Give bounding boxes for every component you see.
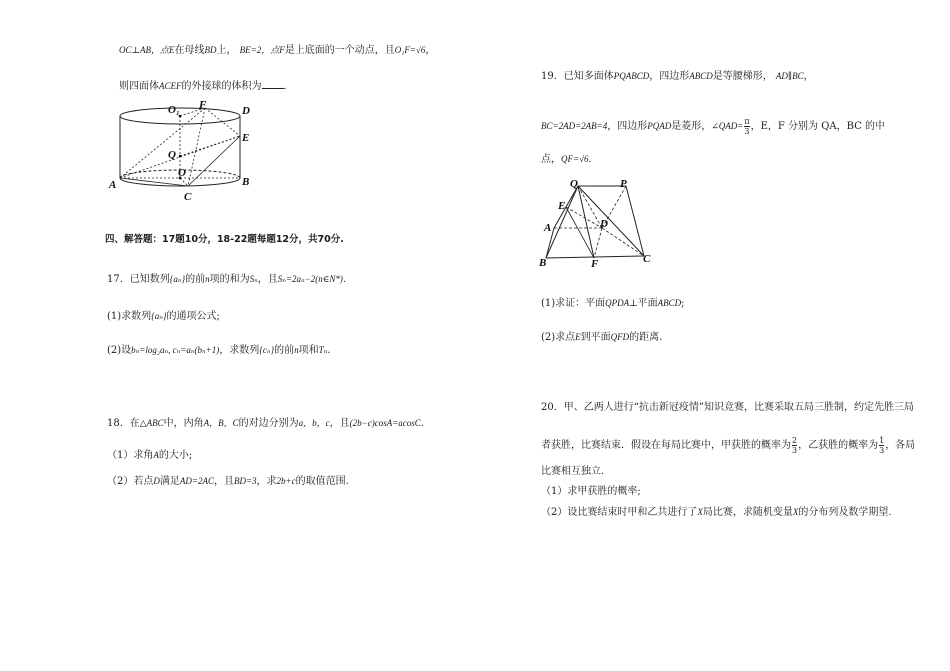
fraction-one-third: $\frac{1}{3}$ (879, 436, 885, 455)
problem18-stem: 18．在△ABC中，内角A，B，C的对边分别为a，b，c，且(2b−c)cosA=acosC. (107, 418, 424, 429)
section-heading: 四、解答题：17题10分，18-22题每题12分，共70分. (105, 234, 344, 245)
cylinder-figure (108, 100, 258, 208)
problem20-line1: 20．甲、乙两人进行“抗击新冠疫情”知识竞赛，比赛采取五局三胜制，约定先胜三局 (541, 402, 914, 413)
problem19-line1: 19．已知多面体PQABCD，四边形ABCD是等腰梯形， AD∥BC， (541, 71, 814, 82)
fraction-pi-over-3: $\frac{\pi}{3}$ (744, 117, 750, 136)
fig2-label-E: E (558, 200, 566, 212)
fig2-label-C: C (643, 253, 651, 265)
problem17-q1: (1)求数列{aₙ}的通项公式; (107, 311, 220, 322)
answer-blank (262, 79, 284, 89)
problem18-q2: （2）若点D满足AD=2AC，且BD=3，求2b+c的取值范围. (107, 476, 349, 487)
problem18-q1: （1）求角A的大小; (107, 450, 193, 461)
fig1-label-O1: O₁ (168, 104, 180, 116)
fig2-label-D: D (600, 218, 608, 230)
problem19-line2: BC=2AD=2AB=4，四边形PQAD是菱形，∠QAD= $\frac{\pi}{3}$ ，E，F 分别为 QA，BC 的中 (541, 117, 885, 136)
polyhedron-figure (538, 178, 660, 268)
problem19-line3: 点，QF=√6. (541, 154, 592, 165)
fig1-label-C: C (184, 191, 192, 203)
problem20-q2: （2）设比赛结束时甲和乙共进行了X局比赛，求随机变量X的分布列及数学期望. (541, 507, 892, 518)
problem20-line3: 比赛相互独立. (541, 466, 605, 477)
problem20-q1: （1）求甲获胜的概率; (541, 486, 641, 497)
fig2-label-B: B (539, 257, 547, 268)
fig1-label-A: A (109, 179, 117, 191)
fig1-label-E: E (242, 132, 250, 144)
fig1-label-B: B (242, 176, 250, 188)
fig2-label-P: P (620, 178, 627, 190)
fig2-label-A: A (544, 222, 552, 234)
problem17-q2: (2)设bₙ=log₂aₙ, cₙ=aₙ(bₙ+1)，求数列{cₙ}的前n项和Tₙ. (107, 345, 331, 356)
fig1-label-F: F (199, 100, 207, 111)
fig2-label-F: F (591, 258, 599, 268)
fig1-label-Q: Q (168, 149, 176, 161)
problem19-q2: (2)求点E到平面QFD的距离. (541, 332, 663, 343)
fig1-label-D: D (242, 105, 250, 117)
problem16-line1: OC⊥AB，点E在母线BD上， BE=2，点F是上底面的一个动点，且O₁F=√6， (119, 45, 436, 56)
problem20-line2: 者获胜，比赛结束．假设在每局比赛中，甲获胜的概率为 $\frac{2}{3}$ ，乙获胜的概率为 $\frac{1}{3}$ ，各局 (541, 436, 916, 455)
fig2-label-Q: Q (570, 178, 578, 190)
problem16-line2: 则四面体ACEF的外接球的体积为 . (119, 81, 287, 92)
fig1-label-O: O (178, 167, 186, 179)
problem17-stem: 17．已知数列{aₙ}的前n项的和为Sₙ，且Sₙ=2aₙ−2(n∈N*). (107, 274, 347, 285)
fraction-two-thirds: $\frac{2}{3}$ (792, 436, 798, 455)
problem19-q1: (1)求证：平面QPDA⊥平面ABCD; (541, 298, 685, 309)
